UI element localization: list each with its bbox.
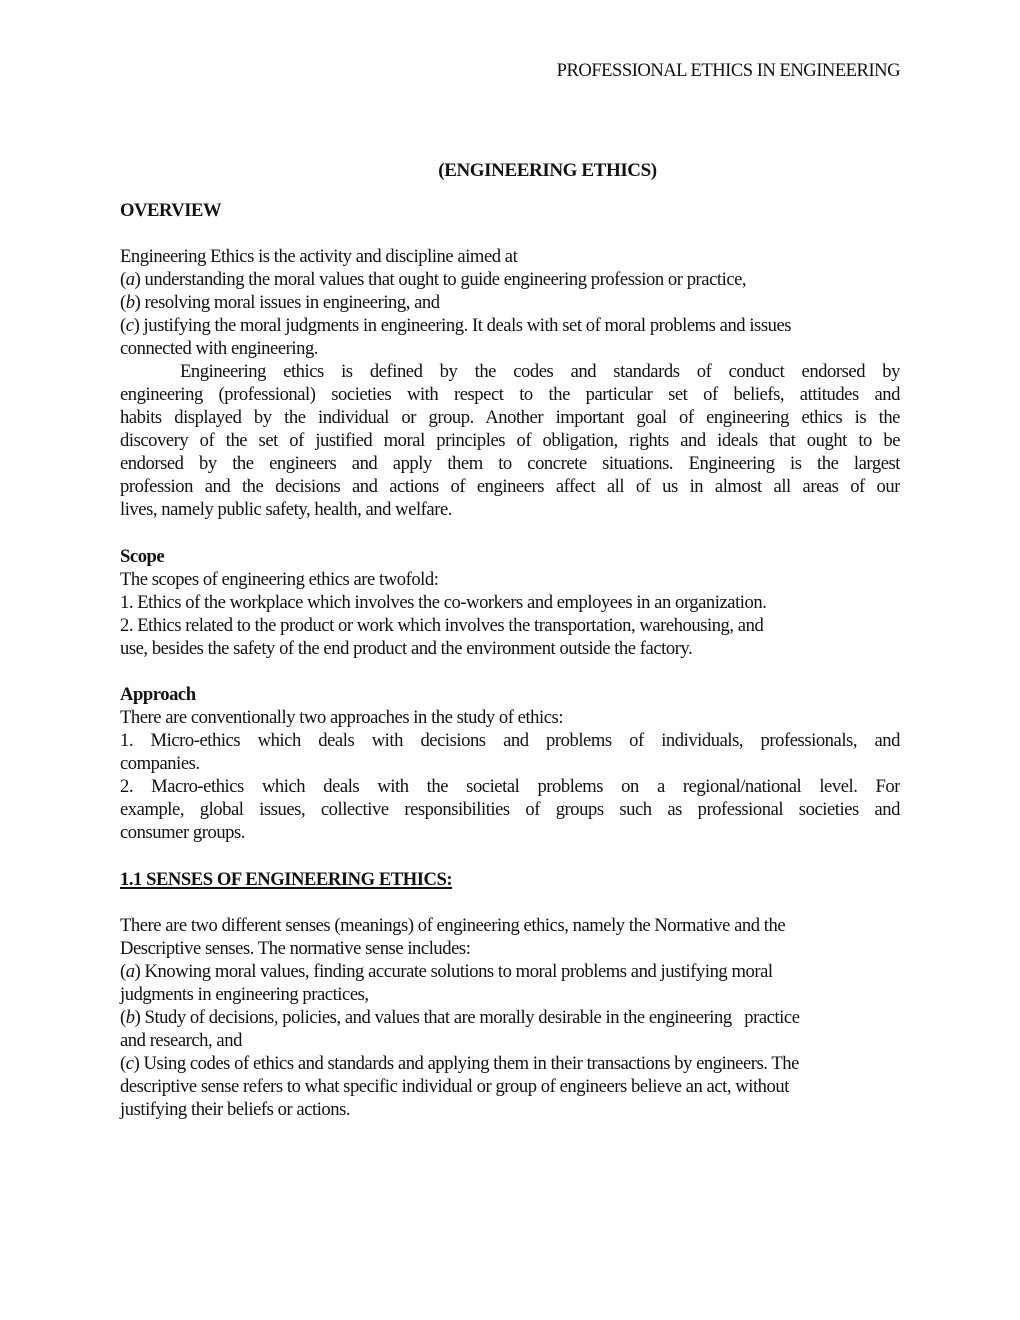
overview-para2-line: discovery of the set of justified moral principles of obligation, rights and ideals that ought to be <box>120 430 900 451</box>
scope-line: use, besides the safety of the end product and the environment outside the factory. <box>120 638 693 659</box>
item-text: Knowing moral values, finding accurate solutions to moral problems and justifying moral <box>140 961 773 982</box>
overview-para2-line: profession and the decisions and actions of engineers affect all of us in almost all areas of our <box>120 476 900 497</box>
scope-line: 2. Ethics related to the product or work which involves the transportation, warehousing, and <box>120 615 764 636</box>
senses-item-a-continued: judgments in engineering practices, <box>120 984 369 1005</box>
item-text: justifying the moral judgments in engineering. It deals with set of moral problems and issues <box>139 315 792 336</box>
overview-intro: Engineering Ethics is the activity and discipline aimed at <box>120 246 518 267</box>
scope-intro: The scopes of engineering ethics are twofold: <box>120 569 439 590</box>
approach-line: example, global issues, collective responsibilities of groups such as professional societies and <box>120 799 900 820</box>
item-text: understanding the moral values that ought to guide engineering profession or practice, <box>140 269 747 290</box>
item-marker: a <box>125 961 135 982</box>
senses-item-c-continued: justifying their beliefs or actions. <box>120 1099 351 1120</box>
approach-line: 2. Macro-ethics which deals with the societal problems on a regional/national level. For <box>120 776 900 797</box>
scope-line: 1. Ethics of the workplace which involves the co-workers and employees in an organization. <box>120 592 767 613</box>
running-header: PROFESSIONAL ETHICS IN ENGINEERING <box>556 60 900 81</box>
senses-heading: 1.1 SENSES OF ENGINEERING ETHICS: <box>120 869 453 890</box>
item-text: Using codes of ethics and standards and applying them in their transactions by engineers. The <box>139 1053 799 1074</box>
senses-intro-line: Descriptive senses. The normative sense includes: <box>120 938 471 959</box>
overview-item-b: (b) resolving moral issues in engineering, and <box>120 292 440 313</box>
item-text: resolving moral issues in engineering, and <box>140 292 440 313</box>
senses-item-c: (c) Using codes of ethics and standards and applying them in their transactions by engineers. The <box>120 1053 799 1074</box>
item-marker: c <box>125 315 134 336</box>
scope-heading: Scope <box>120 546 165 567</box>
approach-heading: Approach <box>120 684 196 705</box>
overview-para2-line: engineering (professional) societies with respect to the particular set of beliefs, attitudes and <box>120 384 900 405</box>
overview-item-c: (c) justifying the moral judgments in engineering. It deals with set of moral problems and issues <box>120 315 792 336</box>
item-marker: b <box>125 292 135 313</box>
item-marker: a <box>125 269 135 290</box>
document-title: (ENGINEERING ETHICS) <box>438 160 657 181</box>
item-marker: b <box>125 1007 135 1028</box>
approach-line: consumer groups. <box>120 822 245 843</box>
senses-item-c-continued: descriptive sense refers to what specific individual or group of engineers believe an act, without <box>120 1076 789 1097</box>
senses-item-b: (b) Study of decisions, policies, and values that are morally desirable in the engineering practice <box>120 1007 800 1028</box>
item-marker: c <box>125 1053 134 1074</box>
approach-line: 1. Micro-ethics which deals with decisions and problems of individuals, professionals, and <box>120 730 900 751</box>
overview-para2-line: Engineering ethics is defined by the codes and standards of conduct endorsed by <box>180 361 900 382</box>
overview-item-a: (a) understanding the moral values that ought to guide engineering profession or practice, <box>120 269 747 290</box>
item-text: Study of decisions, policies, and values that are morally desirable in the engineering practice <box>140 1007 800 1028</box>
overview-para2-line: endorsed by the engineers and apply them to concrete situations. Engineering is the largest <box>120 453 900 474</box>
senses-item-a: (a) Knowing moral values, finding accurate solutions to moral problems and justifying moral <box>120 961 773 982</box>
approach-line: companies. <box>120 753 200 774</box>
senses-item-b-continued: and research, and <box>120 1030 242 1051</box>
overview-para2-line: lives, namely public safety, health, and welfare. <box>120 499 452 520</box>
senses-intro-line: There are two different senses (meanings) of engineering ethics, namely the Normative and the <box>120 915 786 936</box>
overview-heading: OVERVIEW <box>120 200 222 221</box>
overview-intro-continued: connected with engineering. <box>120 338 318 359</box>
overview-para2-line: habits displayed by the individual or group. Another important goal of engineering ethics is the <box>120 407 900 428</box>
approach-intro: There are conventionally two approaches in the study of ethics: <box>120 707 564 728</box>
